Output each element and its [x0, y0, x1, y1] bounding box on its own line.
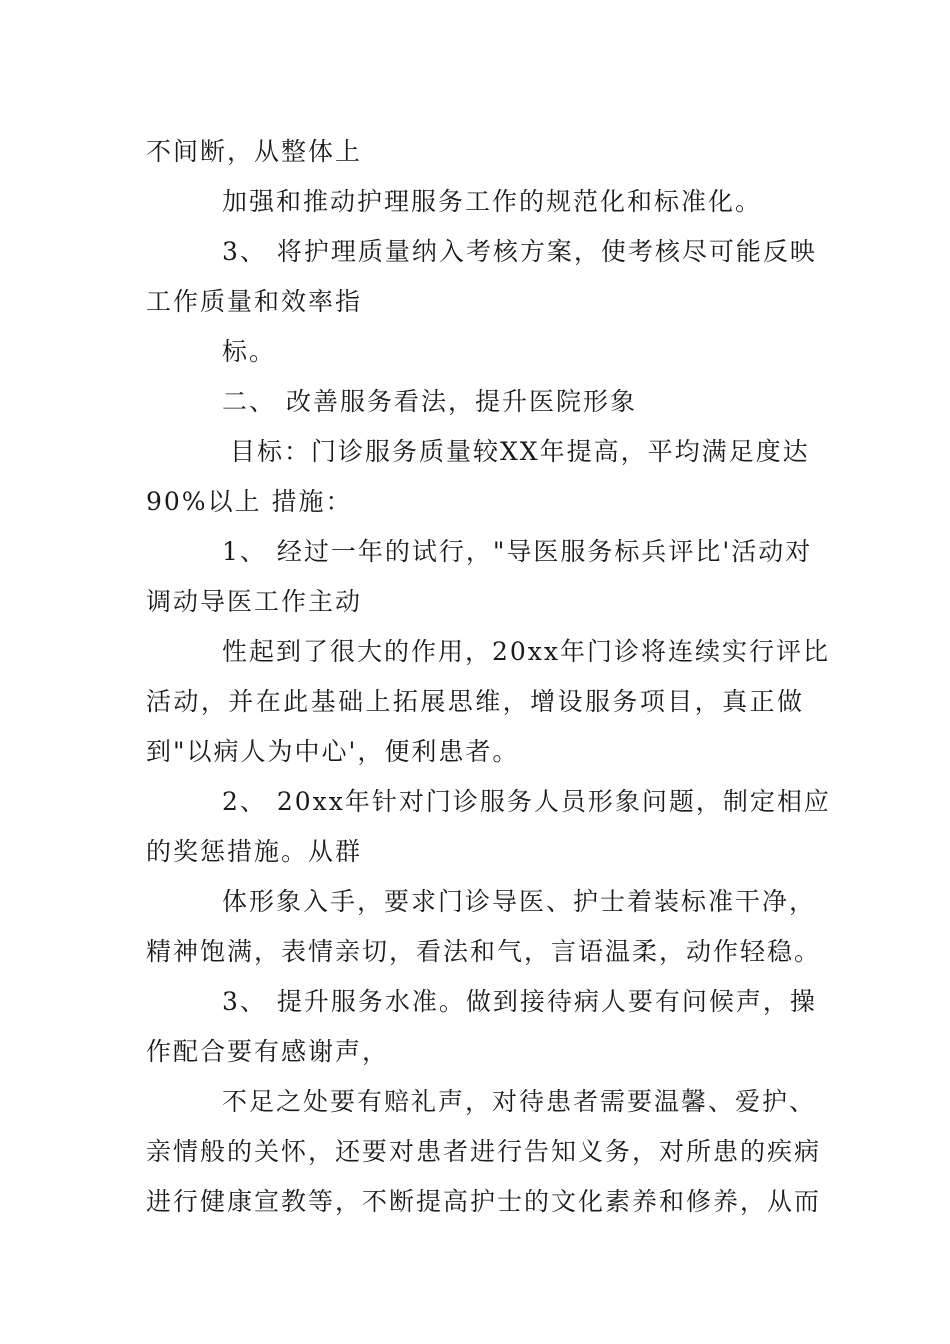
text-line-15: 的奖惩措施。从群 — [146, 837, 363, 866]
text-line-13: 到"以病人为中心'，便利患者。 — [146, 737, 520, 766]
text-line-8: 90%以上 措施： — [146, 487, 353, 516]
section-heading: 二、 改善服务看法，提升医院形象 — [222, 387, 637, 416]
text-line-11: 性起到了很大的作用，20xx年门诊将连续实行评比 — [222, 637, 831, 666]
text-line-18: 3、 提升服务水准。做到接待病人要有问候声，操 — [222, 987, 817, 1016]
text-line-19: 作配合要有感谢声， — [146, 1037, 390, 1066]
text-line-1: 不间断，从整体上 — [146, 137, 363, 166]
text-line-22: 进行健康宣教等，不断提高护士的文化素养和修养，从而 — [146, 1187, 822, 1216]
text-line-20: 不足之处要有赔礼声，对待患者需要温馨、爱护、 — [222, 1087, 817, 1116]
text-line-14: 2、 20xx年针对门诊服务人员形象问题，制定相应 — [222, 787, 831, 816]
text-line-5: 标。 — [222, 337, 277, 366]
text-line-12: 活动，并在此基础上拓展思维，增设服务项目，真正做 — [146, 687, 804, 716]
text-line-21: 亲情般的关怀，还要对患者进行告知义务，对所患的疾病 — [146, 1137, 822, 1166]
text-line-9: 1、 经过一年的试行，"导医服务标兵评比'活动对 — [222, 537, 813, 566]
text-line-10: 调动导医工作主动 — [146, 587, 363, 616]
text-line-2: 加强和推动护理服务工作的规范化和标准化。 — [222, 187, 763, 216]
text-line-16: 体形象入手，要求门诊导医、护士着装标准干净， — [222, 887, 817, 916]
text-line-7: 目标：门诊服务质量较XX年提高，平均满足度达 — [230, 437, 810, 466]
text-line-4: 工作质量和效率指 — [146, 287, 363, 316]
text-line-17: 精神饱满，表情亲切，看法和气，言语温柔，动作轻稳。 — [146, 937, 822, 966]
text-line-3: 3、 将护理质量纳入考核方案，使考核尽可能反映 — [222, 237, 817, 266]
